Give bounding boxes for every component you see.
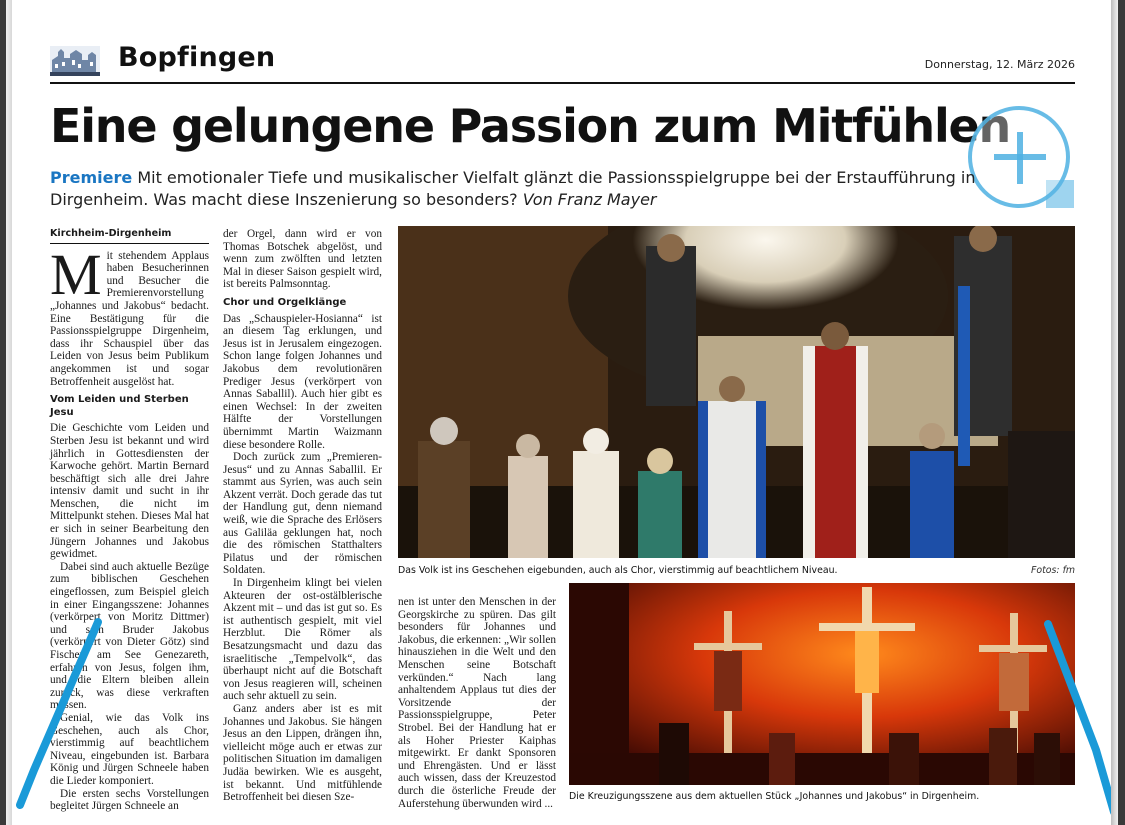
dateline: Kirchheim-Dirgenheim <box>50 228 209 244</box>
paragraph: Genial, wie das Volk ins Geschehen, auch als Chor, vierstimmig auf beachtlichem Niveau, eingebunden ist. Barbara König und Jürgen Schneele haben die Lieder komponiert. <box>50 711 209 787</box>
paragraph: Dabei sind auch aktuelle Bezüge zum biblischen Geschehen eingeflossen, zum Beispiel gleich in einer Eingangsszene: Johannes (verkörpert von Moritz Dittmer) und sein Bruder Jakobus (verkörpert von Dieter Götz) sind Fischer am See Genezareth, erfahren von Jesus, folgen ihm, und die Eltern bleiben allein zurück, was diese verkraften müssen. <box>50 560 209 712</box>
text-column-2 <box>223 228 382 804</box>
newspaper-page <box>6 0 1118 825</box>
photo-credit: Fotos: fm <box>1031 565 1075 576</box>
paragraph: nen ist unter den Menschen in der Georgskirche zu spüren. Das gilt besonders für Johannes und Jakobus, die erkennen: „Wir sollen hinausziehen in die Welt und den Menschen seine Botschaft verkünden.“ Nach lang anhaltendem Applaus tut dies der Vorsitzende der Passionsspielgruppe, Peter Strobel. Bei der Handlung hat er als Hoher Priester Kaiphas mitgewirkt. Er dankt Sponsoren und Ehrengästen. Und er lässt auch wissen, dass der Kreuzestod durch die österliche Freude der Auferstehung überwunden wird ... <box>398 596 556 810</box>
issue-date: Donnerstag, 12. März 2026 <box>924 58 1075 71</box>
headline: Eine gelungene Passion zum Mitfühlen <box>50 99 1011 153</box>
text-column-3 <box>398 596 556 810</box>
photo-caption-2: Die Kreuzigungsszene aus dem aktuellen Stück „Johannes und Jakobus“ in Dirgenheim. <box>569 791 980 802</box>
subheading: Vom Leiden und Sterben Jesu <box>50 394 189 418</box>
swipe-left-icon[interactable] <box>6 600 126 825</box>
masthead <box>50 42 1075 84</box>
teaser <box>50 167 1040 211</box>
paragraph: Doch zurück zum „Premieren-Jesus“ und zu Annas Saballil. Er stammt aus Syrien, was auch sein Akzent verrät. Doch gerade das tut der Handlung gut, denn niemand weiß, wie die Sprache des Erlösers aus Galiläa geklungen hat, noch die des römischen Statthalters Pilatus und der römischen Soldaten. <box>223 451 382 577</box>
teaser-text: Mit emotionaler Tiefe und musikalischer Vielfalt glänzt die Passionsspielgruppe bei der Erstaufführung in Dirgenheim. Was macht diese Inszenierung so besonders? <box>50 168 976 209</box>
author-byline: Von Franz Mayer <box>522 190 657 209</box>
town-logo-icon <box>50 46 100 76</box>
paragraph: Ganz anders aber ist es mit Johannes und Jakobus. Sie hängen Jesus an den Lippen, drängen ihn, vielleicht möge auch er etwas zur politischen Situation im damaligen Judäa bewirken. Wie es ausgeht, ist bekannt. Und mitfühlende Betroffenheit bei diesen Sze- <box>223 702 382 804</box>
paragraph: In Dirgenheim klingt bei vielen Akteuren der ost-ostälblerische Akzent mit – und das ist gut so. Es ist authentisch gespielt, mit viel Herzblut. Die Römer als Besatzungsmacht und dazu das israelitische „Tempelvolk“, das überhaupt nicht auf die Botschaft von Jesus reagieren will, scheinen auch sehr aktuell zu sein. <box>223 577 382 703</box>
photo-image <box>569 583 1075 785</box>
photo-passion-scene[interactable] <box>398 226 1075 558</box>
paragraph: Das „Schauspieler-Hosianna“ ist an diesem Tag erklungen, und Jesus ist in Jerusalem eingezogen. Schon lange folgen Johannes und Jakobus dem revolutionären Prediger Jesus (verkörpert von Annas Saballil). Auch hier gibt es einen Wechsel: In der zweiten Hälfte der Vorstellungen übernimmt Martin Waizmann diese besondere Rolle. <box>223 312 382 451</box>
photo-crucifixion-scene[interactable] <box>569 583 1075 785</box>
page-shadow-right <box>1111 0 1118 825</box>
caption-text: Das Volk ist ins Geschehen eigebunden, auch als Chor, vierstimmig auf beachtlichem Niveau. <box>398 565 838 576</box>
paragraph: Die ersten sechs Vorstellungen begleitet Jürgen Schneele an <box>50 787 209 813</box>
drop-cap: M <box>50 241 102 307</box>
subheading: Chor und Orgelklänge <box>223 296 347 308</box>
photo-caption-1 <box>398 565 1075 576</box>
paragraph: Mit stehendem Applaus haben Besucherinnen und Besucher die Premierenvorstellung „Johannes und Jakobus“ bedacht. Eine Bestätigung für die Passionsspielgruppe Dirgenheim, dass ihr Schauspiel über das Leiden von Jesus beim Publikum angekommen ist und sogar Betroffenheit ausgelöst hat. <box>50 241 209 388</box>
kicker: Premiere <box>50 168 133 187</box>
swipe-right-icon[interactable] <box>1026 600 1118 825</box>
photo-image <box>398 226 1075 558</box>
section-title: Bopfingen <box>118 42 276 73</box>
paragraph: der Orgel, dann wird er von Thomas Botschek abgelöst, und wenn zum zwölften und letzten Mal in dieser Saison gespielt wird, ist bereits Palmsonntag. <box>223 228 382 291</box>
paragraph: Die Geschichte vom Leiden und Sterben Jesu ist bekannt und wird jährlich in Gottesdiensten der Karwoche gehört. Martin Bernard beschäftigt sich alle drei Jahre intensiv damit und sucht in ihr Menschen, die nicht im Mittelpunkt stehen. Dieses Mal hat er sich in seiner Bearbeitung den Jüngern Johannes und Jakobus gewidmet. <box>50 422 209 561</box>
